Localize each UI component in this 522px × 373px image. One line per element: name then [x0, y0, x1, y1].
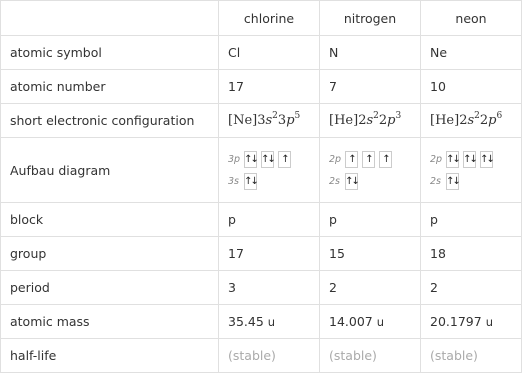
row-label: Aufbau diagram — [1, 138, 219, 203]
row-half-life — [1, 339, 522, 373]
cell-value — [421, 305, 522, 339]
orbital-box: ↑↓ — [345, 173, 358, 190]
column-header: chlorine — [219, 1, 320, 36]
config-shell: 2 — [358, 113, 367, 128]
row-atomic-number — [1, 70, 522, 104]
config-orbital: s — [265, 113, 273, 128]
orbital-box: ↑↓ — [446, 173, 459, 190]
config-shell: 2 — [479, 113, 489, 128]
config-orbital: p — [488, 113, 497, 128]
mass-unit: u — [267, 315, 276, 329]
row-group — [1, 237, 522, 271]
orbital-box: ↑↓ — [446, 151, 459, 168]
cell-value: (stable) — [219, 339, 320, 373]
subshell-label: 2s — [329, 175, 340, 187]
row-label: block — [1, 203, 219, 237]
config-exponent: 2 — [373, 111, 379, 121]
cell-value: (stable) — [320, 339, 421, 373]
cell-value: 15 — [320, 237, 421, 271]
mass-value: 14.007 — [329, 314, 373, 329]
config-core: [Ne] — [228, 113, 258, 128]
row-atomic-mass — [1, 305, 522, 339]
row-block — [1, 203, 522, 237]
cell-value: 10 — [421, 70, 522, 104]
config-cell — [421, 104, 522, 138]
config-orbital: s — [366, 113, 374, 128]
row-label: group — [1, 237, 219, 271]
header-row — [1, 1, 522, 36]
config-core: [He] — [430, 113, 460, 128]
cell-value: p — [219, 203, 320, 237]
cell-value: 17 — [219, 70, 320, 104]
config-orbital: p — [286, 113, 295, 128]
subshell-label: 3p — [228, 153, 241, 165]
aufbau-cell — [320, 138, 421, 203]
cell-value: p — [421, 203, 522, 237]
subshell-label: 2p — [430, 153, 443, 165]
orbital-box: ↑↓ — [261, 151, 274, 168]
row-electron-configuration — [1, 104, 522, 138]
row-label: atomic symbol — [1, 36, 219, 70]
mass-unit: u — [376, 315, 385, 329]
row-label: half-life — [1, 339, 219, 373]
config-orbital: s — [467, 113, 475, 128]
orbital-box: ↑↓ — [463, 151, 476, 168]
orbital-box: ↑ — [379, 151, 392, 168]
column-header: neon — [421, 1, 522, 36]
orbital-box: ↑ — [362, 151, 375, 168]
subshell-label: 2s — [430, 175, 441, 187]
cell-value: 17 — [219, 237, 320, 271]
cell-value — [219, 305, 320, 339]
mass-value: 35.45 — [228, 314, 264, 329]
row-label: period — [1, 271, 219, 305]
row-label: atomic mass — [1, 305, 219, 339]
cell-value: Ne — [421, 36, 522, 70]
aufbau-cell — [421, 138, 522, 203]
aufbau-upper-subshell — [329, 148, 411, 170]
config-exponent: 6 — [496, 111, 503, 121]
column-header: nitrogen — [320, 1, 421, 36]
corner-cell — [1, 1, 219, 36]
config-cell — [219, 104, 320, 138]
config-exponent: 2 — [272, 111, 278, 121]
row-label: short electronic configuration — [1, 104, 219, 138]
cell-value: 18 — [421, 237, 522, 271]
cell-value: 7 — [320, 70, 421, 104]
config-shell: 2 — [378, 113, 388, 128]
cell-value: 3 — [219, 271, 320, 305]
aufbau-lower-subshell — [329, 170, 411, 192]
mass-unit: u — [485, 315, 493, 329]
orbital-box: ↑↓ — [480, 151, 493, 168]
cell-value: 2 — [421, 271, 522, 305]
config-shell: 2 — [459, 113, 468, 128]
orbital-box: ↑ — [345, 151, 358, 168]
row-label: atomic number — [1, 70, 219, 104]
subshell-label: 3s — [228, 175, 239, 187]
orbital-box: ↑ — [278, 151, 291, 168]
mass-value: 20.1797 — [430, 314, 482, 329]
row-period — [1, 271, 522, 305]
config-exponent: 2 — [474, 111, 480, 121]
cell-value: (stable) — [421, 339, 522, 373]
config-shell: 3 — [277, 113, 287, 128]
orbital-box: ↑↓ — [244, 173, 257, 190]
cell-value: N — [320, 36, 421, 70]
aufbau-upper-subshell — [430, 148, 512, 170]
config-core: [He] — [329, 113, 359, 128]
cell-value — [320, 305, 421, 339]
config-cell — [320, 104, 421, 138]
aufbau-cell — [219, 138, 320, 203]
row-aufbau-diagram — [1, 138, 522, 203]
cell-value: Cl — [219, 36, 320, 70]
row-atomic-symbol — [1, 36, 522, 70]
aufbau-upper-subshell — [228, 148, 310, 170]
subshell-label: 2p — [329, 153, 342, 165]
cell-value: p — [320, 203, 421, 237]
config-exponent: 5 — [294, 111, 301, 121]
config-shell: 3 — [257, 113, 266, 128]
cell-value: 2 — [320, 271, 421, 305]
config-exponent: 3 — [395, 111, 402, 121]
aufbau-lower-subshell — [430, 170, 512, 192]
config-orbital: p — [387, 113, 396, 128]
orbital-box: ↑↓ — [244, 151, 257, 168]
aufbau-lower-subshell — [228, 170, 310, 192]
